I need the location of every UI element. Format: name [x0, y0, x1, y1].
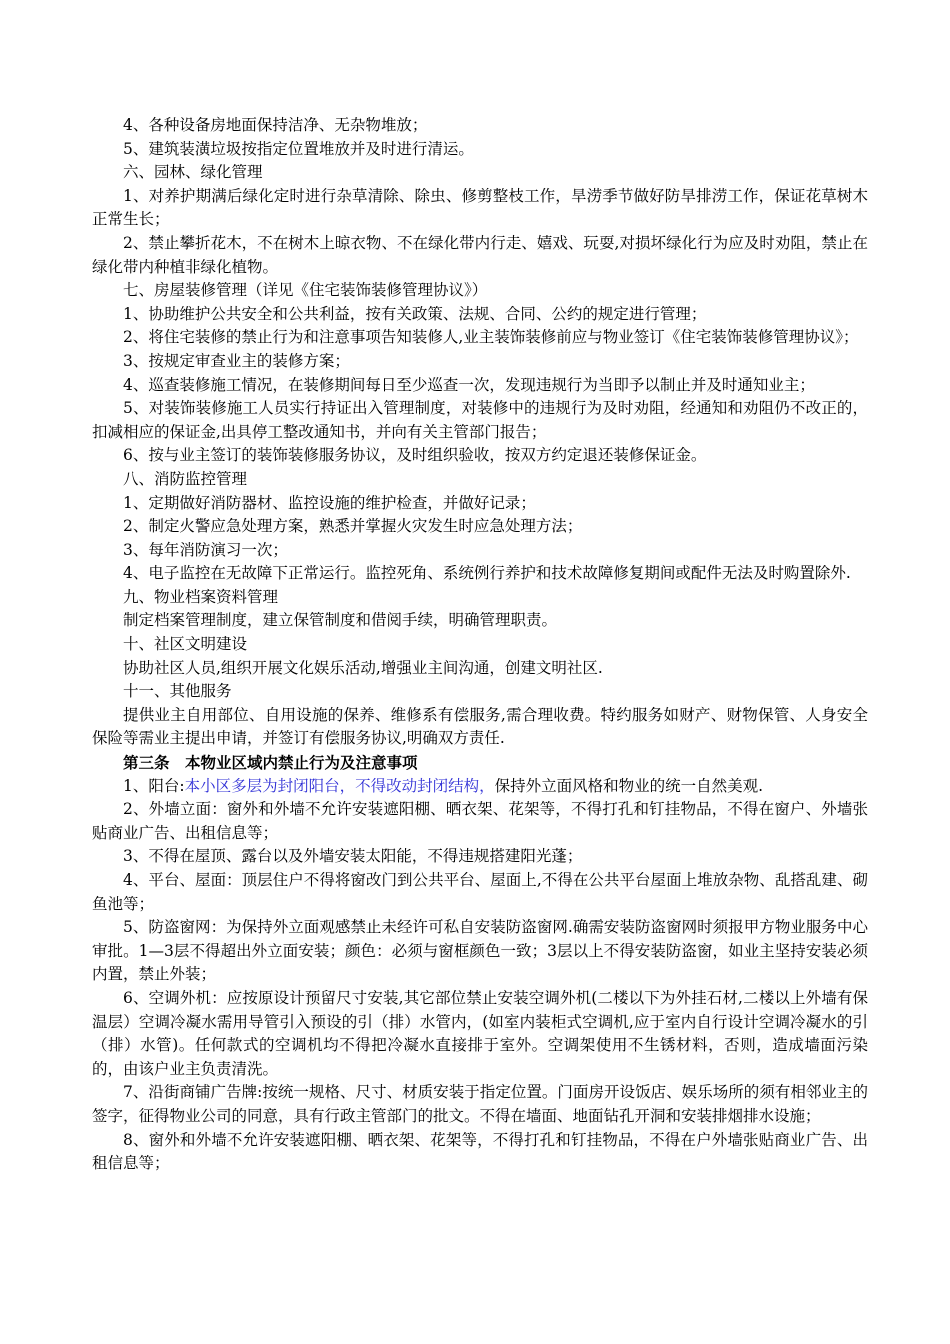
paragraph: 4、巡查装修施工情况，在装修期间每日至少巡查一次，发现违规行为当即予以制止并及时通知业主；: [123, 375, 815, 394]
section-heading: 八、消防监控管理: [123, 469, 248, 488]
paragraph: 8、窗外和外墙不允许安装遮阳棚、晒衣架、花架等，不得打孔和钉挂物品，不得在户外墙张贴商业广告、出租信息等；: [92, 1130, 868, 1173]
paragraph: 7、沿街商铺广告牌:按统一规格、尺寸、材质安装于指定位置。门面房开设饭店、娱乐场所的须有相邻业主的签字，征得物业公司的同意，具有行政主管部门的批文。不得在墙面、地面钻孔开洞和安装排烟排水设施；: [92, 1083, 868, 1125]
article-heading: 第三条 本物业区域内禁止行为及注意事项: [123, 753, 418, 773]
paragraph: 3、按规定审查业主的装修方案；: [123, 351, 350, 370]
balcony-label: 1、阳台:: [123, 776, 185, 795]
document-body: [92, 114, 868, 1176]
section-heading: 十、社区文明建设: [123, 635, 248, 654]
paragraph: 3、每年消防演习一次；: [123, 540, 288, 559]
highlighted-text: 本小区多层为封闭阳台，不得改动封闭结构，: [184, 776, 495, 795]
paragraph: 制定档案管理制度，建立保管制度和借阅手续，明确管理职责。: [123, 611, 558, 630]
paragraph: 1、对养护期满后绿化定时进行杂草清除、除虫、修剪整枝工作，旱涝季节做好防旱排涝工作，保证花草树木正常生长；: [92, 186, 868, 229]
paragraph: 1、协助维护公共安全和公共利益，按有关政策、法规、合同、公约的规定进行管理；: [123, 304, 707, 323]
paragraph: 1、定期做好消防器材、监控设施的维护检查，并做好记录；: [123, 493, 536, 512]
paragraph: 4、电子监控在无故障下正常运行。监控死角、系统例行养护和技术故障修复期间或配件无法及时购置除外.: [123, 564, 851, 583]
paragraph: 2、制定火警应急处理方案，熟悉并掌握火灾发生时应急处理方法；: [123, 517, 583, 536]
section-heading: 七、房屋装修管理（详见《住宅装饰装修管理协议》）: [123, 281, 488, 300]
paragraph: 4、各种设备房地面保持洁净、无杂物堆放；: [123, 116, 428, 134]
paragraph: 6、按与业主签订的装饰装修服务协议，及时组织验收，按双方约定退还装修保证金。: [123, 446, 707, 465]
paragraph-balcony: [92, 775, 868, 799]
section-heading: 六、园林、绿化管理: [123, 163, 263, 182]
section-heading: 九、物业档案资料管理: [123, 587, 279, 606]
paragraph: 2、将住宅装修的禁止行为和注意事项告知装修人,业主装饰装修前应与物业签订《住宅装饰装修管理协议》；: [123, 328, 859, 347]
paragraph: 2、外墙立面：窗外和外墙不允许安装遮阳棚、晒衣架、花架等，不得打孔和钉挂物品，不得在窗户、外墙张贴商业广告、出租信息等；: [92, 800, 868, 842]
paragraph: 5、建筑装潢垃圾按指定位置堆放并及时进行清运。: [123, 139, 474, 158]
section-heading: 十一、其他服务: [123, 682, 232, 701]
paragraph: 5、防盗窗网：为保持外立面观感禁止未经许可私自安装防盗窗网.确需安装防盗窗网时须报甲方物业服务中心审批。1—3层不得超出外立面安装；颜色：必须与窗框颜色一致；3层以上不得安装防盗窗，如业主坚持安装必须内置，禁止外装；: [92, 918, 868, 984]
balcony-rest: 保持外立面风格和物业的统一自然美观.: [494, 776, 764, 795]
paragraph: 3、不得在屋顶、露台以及外墙安装太阳能，不得违规搭建阳光蓬；: [123, 847, 583, 866]
paragraph: 2、禁止攀折花木，不在树木上晾衣物、不在绿化带内行走、嬉戏、玩耍,对损坏绿化行为应及时劝阻，禁止在绿化带内种植非绿化植物。: [92, 233, 868, 276]
paragraph: 6、空调外机：应按原设计预留尺寸安装,其它部位禁止安装空调外机(二楼以下为外挂石材,二楼以上外墙有保温层）空调冷凝水需用导管引入预设的引（排）水管内，(如室内装柜式空调机,应于室内自行设计空调冷凝水的引（排）水管)。任何款式的空调机均不得把冷凝水直接排于室外。空调架使用不生锈材料，否则，造成墙面污染的，由该户业主负责清洗。: [92, 988, 868, 1078]
paragraph: 提供业主自用部位、自用设施的保养、维修系有偿服务,需合理收费。特约服务如财产、财物保管、人身安全保险等需业主提出申请，并签订有偿服务协议,明确双方责任.: [92, 705, 868, 748]
paragraph: 协助社区人员,组织开展文化娱乐活动,增强业主间沟通，创建文明社区.: [123, 658, 603, 677]
paragraph: 5、对装饰装修施工人员实行持证出入管理制度，对装修中的违规行为及时劝阻，经通知和劝阻仍不改正的，扣减相应的保证金,出具停工整改通知书，并向有关主管部门报告；: [92, 399, 868, 441]
paragraph: 4、平台、屋面：顶层住户不得将窗改门到公共平台、屋面上,不得在公共平台屋面上堆放杂物、乱搭乱建、砌鱼池等；: [92, 871, 868, 913]
